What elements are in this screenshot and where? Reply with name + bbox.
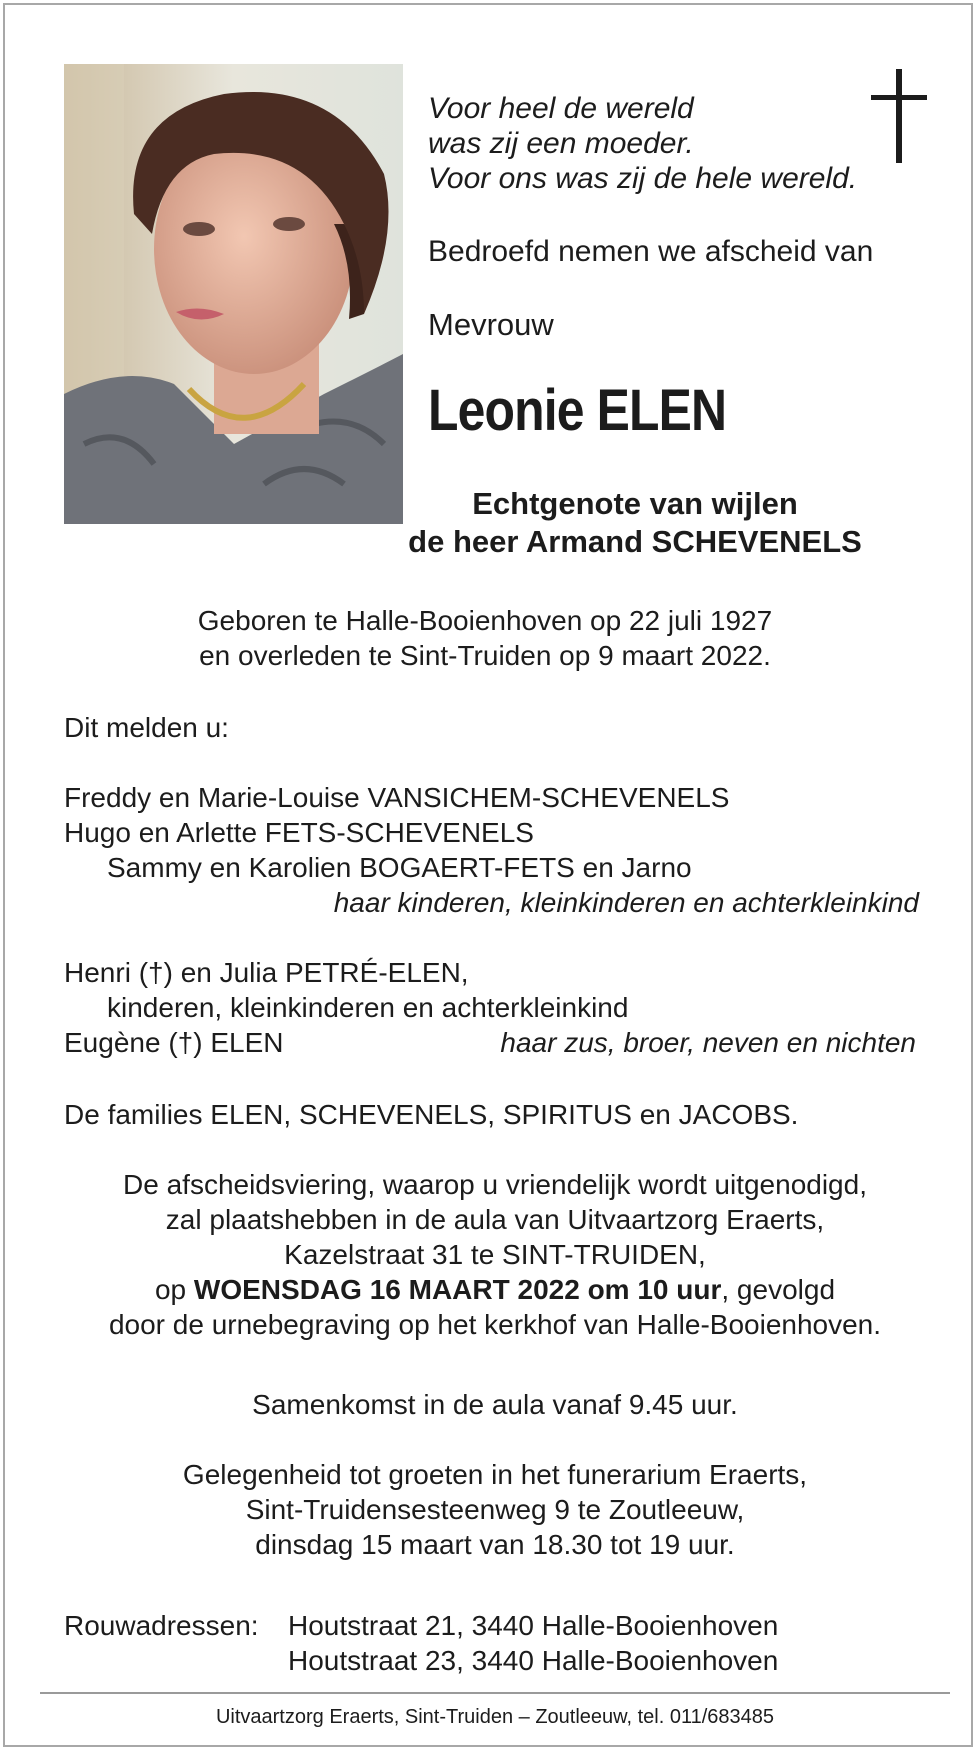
obituary-card: [3, 3, 973, 1747]
ceremony-line-4-pre: op: [154, 1274, 194, 1305]
poem-line-2: was zij een moeder.: [428, 127, 694, 160]
ceremony-line-4: [45, 1272, 945, 1307]
spouse-block: [345, 485, 925, 561]
siblings-caption: haar zus, broer, neven en nichten: [500, 1027, 916, 1058]
footer-text: Uitvaartzorg Eraerts, Sint-Truiden – Zoutleeuw, tel. 011/683485: [215, 1706, 775, 1728]
honorific: Mevrouw: [428, 307, 554, 342]
life-dates: [35, 603, 935, 673]
poem-line-1: Voor heel de wereld: [428, 92, 694, 125]
address-line-1: Houtstraat 21, 3440 Halle-Booienhoven: [288, 1610, 779, 1641]
ceremony-line-1: De afscheidsviering, waarop u vriendelijk wordt uitgenodigd,: [123, 1169, 867, 1200]
ceremony-line-3: Kazelstraat 31 te SINT-TRUIDEN,: [284, 1239, 706, 1270]
portrait-image: [64, 64, 403, 524]
gathering-text: Samenkomst in de aula vanaf 9.45 uur.: [252, 1389, 738, 1420]
spouse-line-2: de heer Armand SCHEVENELS: [408, 524, 862, 559]
spouse-line-1: Echtgenote van wijlen: [472, 486, 798, 521]
siblings-line-3: Eugène (†) ELEN: [64, 1027, 284, 1058]
families-text: De families ELEN, SCHEVENELS, SPIRITUS en JACOBS.: [64, 1099, 799, 1130]
born-line: Geboren te Halle-Booienhoven op 22 juli 1927: [197, 605, 773, 636]
children-line-3: Sammy en Karolien BOGAERT-FETS en Jarno: [107, 852, 692, 883]
children-line-1: Freddy en Marie-Louise VANSICHEM-SCHEVENELS: [64, 782, 730, 813]
children-caption: haar kinderen, kleinkinderen en achterkleinkind: [333, 887, 919, 918]
footer-divider: [40, 1692, 950, 1694]
children-line-2: Hugo en Arlette FETS-SCHEVENELS: [64, 817, 534, 848]
visitation-line-3: dinsdag 15 maart van 18.30 tot 19 uur.: [255, 1529, 735, 1560]
died-line: en overleden te Sint-Truiden op 9 maart 2022.: [199, 640, 771, 671]
siblings-line-2: kinderen, kleinkinderen en achterkleinkind: [107, 992, 629, 1023]
ceremony-line-4-post: , gevolgd: [721, 1274, 836, 1305]
intro-text: Bedroefd nemen we afscheid van: [428, 235, 874, 268]
visitation-block: [45, 1457, 945, 1562]
poem: [428, 91, 857, 196]
address-line-2: Houtstraat 23, 3440 Halle-Booienhoven: [288, 1645, 779, 1676]
visitation-line-1: Gelegenheid tot groeten in het funerarium Eraerts,: [182, 1459, 808, 1490]
portrait-photo: [64, 64, 403, 524]
ceremony-line-2: zal plaatshebben in de aula van Uitvaartzorg Eraerts,: [165, 1204, 825, 1235]
cross-icon: [871, 69, 927, 163]
siblings-line-1: Henri (†) en Julia PETRÉ-ELEN,: [64, 957, 469, 988]
poem-line-3: Voor ons was zij de hele wereld.: [428, 162, 858, 195]
addresses-label: Rouwadressen:: [64, 1610, 259, 1641]
deceased-name: Leonie ELEN: [428, 378, 727, 443]
ceremony-block: [45, 1167, 945, 1342]
announce-text: Dit melden u:: [64, 712, 229, 743]
ceremony-line-5: door de urnebegraving op het kerkhof van Halle-Booienhoven.: [108, 1309, 882, 1340]
ceremony-date: WOENSDAG 16 MAART 2022 om 10 uur: [193, 1274, 722, 1305]
visitation-line-2: Sint-Truidensesteenweg 9 te Zoutleeuw,: [245, 1494, 745, 1525]
